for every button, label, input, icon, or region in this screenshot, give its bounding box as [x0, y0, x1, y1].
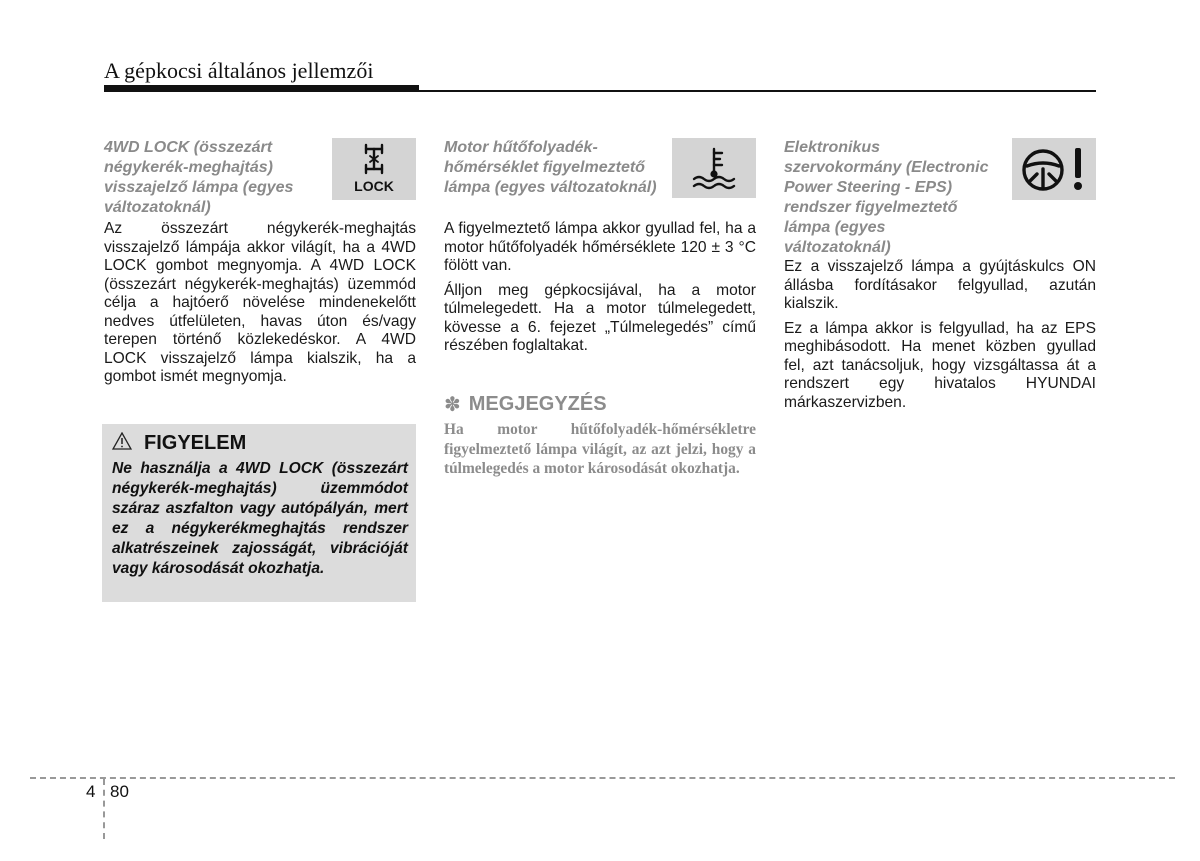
section-header: [784, 138, 1096, 258]
chapter-number: 4: [86, 782, 96, 801]
section-4wd-lock: [104, 138, 416, 393]
coolant-temperature-icon: [672, 138, 756, 198]
section-header: [104, 138, 416, 220]
section-title: 4WD LOCK (összezárt négykerék-meghajtás) visszajelző lámpa (egyes változatoknál): [104, 139, 294, 216]
section-paragraph: Ez a visszajelző lámpa a gyújtáskulcs ON állásba fordításakor felgyullad, azután kialszik.: [784, 258, 1096, 312]
warning-triangle-icon: [112, 432, 132, 455]
note-text: Ha motor hűtőfolyadék-hőmérsékletre figyelmeztető lámpa világít, az azt jelzi, hogy a túlmelegedés a motor károsodását okozhatja.: [444, 421, 756, 477]
page-header-title: A gépkocsi általános jellemzői: [104, 58, 374, 83]
section-eps: [784, 138, 1096, 418]
section-body: Az összezárt négykerék-meghajtás visszajelző lámpája akkor világít, ha a 4WD LOCK gombot megnyomja. A 4WD LOCK (összezárt négykerék-meghajtás) üzemmód célja a hajtóerő növelése mindenekelőtt nedves útfelületen, havas úton és/vagy terepen történő közlekedéskor. A 4WD LOCK visszajelző lámpa kialszik, ha a gombot ismét megnyomja.: [104, 220, 416, 385]
section-title: Motor hűtőfolyadék-hőmérséklet figyelmeztető lámpa (egyes változatoknál): [444, 139, 657, 196]
warning-box: [102, 424, 416, 602]
steering-warning-icon: [1012, 138, 1096, 200]
note-asterisk-icon: ✽: [444, 394, 461, 416]
warning-text: Ne használja a 4WD LOCK (összezárt négykerék-meghajtás) üzemmódot száraz aszfalton vagy autópályán, mert ez a négykerékmeghajtás rendszer alkatrészeinek zajosságát, vibrációját vagy károsodását okozhatja.: [112, 460, 408, 577]
section-paragraph: Ez a lámpa akkor is felgyullad, ha az EPS meghibásodott. Ha menet közben gyullad fel, azt tanácsoljuk, hogy vizsgáltassa át a rendszert egy hivatalos HYUNDAI márkaszervizben.: [784, 319, 1096, 411]
warning-title: FIGYELEM: [144, 432, 247, 454]
note-header: [444, 392, 607, 417]
footer-divider: [30, 777, 1175, 779]
section-coolant-temperature: [444, 138, 756, 362]
page-number: 80: [110, 782, 129, 801]
footer-vertical-divider: [103, 779, 105, 839]
4wd-lock-icon: [332, 138, 416, 200]
section-header: [444, 138, 756, 220]
section-paragraph: A figyelmeztető lámpa akkor gyullad fel, ha a motor hűtőfolyadék hőmérséklete 120 ± 3 °C fölött van.: [444, 220, 756, 274]
svg-text:LOCK: LOCK: [354, 178, 394, 194]
section-paragraph: Álljon meg gépkocsijával, ha a motor túlmelegedett. Ha a motor túlmelegedett, kövesse a 6. fejezet „Túlmelegedés” című részében foglaltakat.: [444, 281, 756, 354]
header-rule-thin: [419, 90, 1096, 92]
note-title: MEGJEGYZÉS: [468, 393, 607, 415]
section-title: Elektronikus szervokormány (Electronic Power Steering - EPS) rendszer figyelmeztető lámpa (egyes változatoknál): [784, 139, 989, 256]
header-rule-thick: [104, 85, 419, 92]
